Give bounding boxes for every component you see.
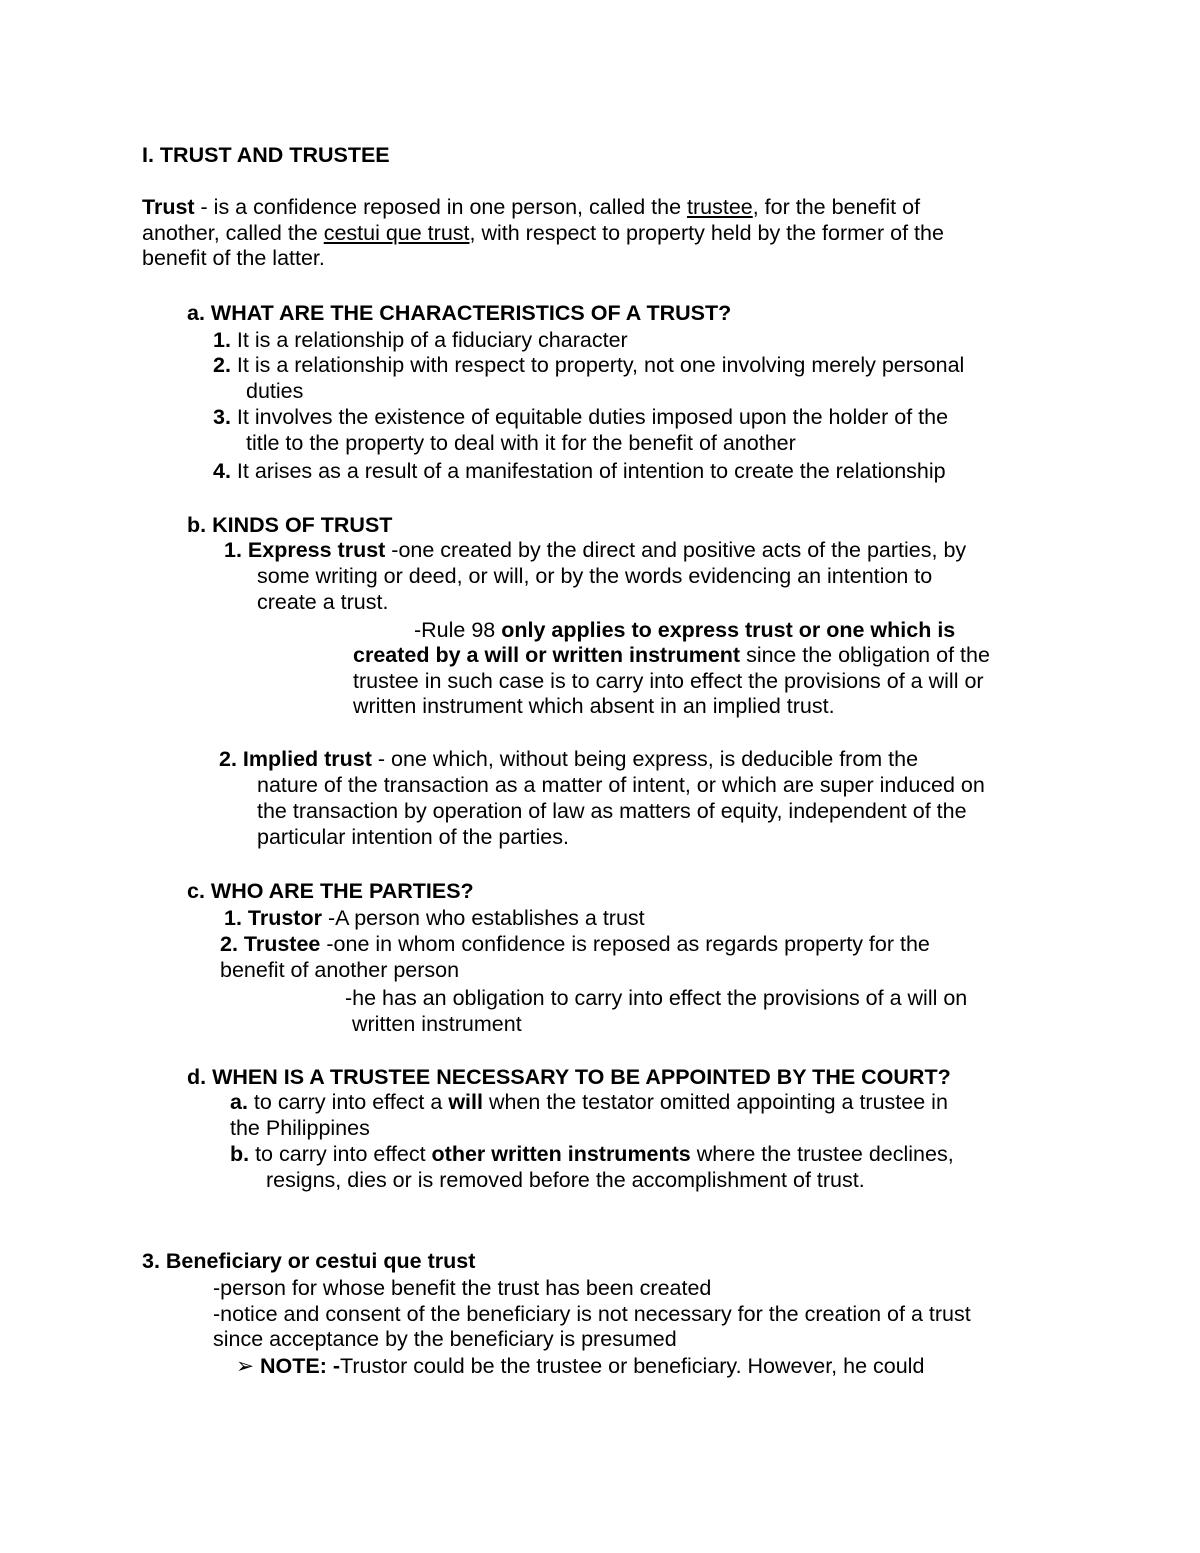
implied-trust-continuation: the transaction by operation of law as matters of equity, independent of the xyxy=(257,799,967,823)
trustee-obligation-note: -he has an obligation to carry into effect the provisions of a will on xyxy=(345,986,968,1010)
note-item: ➢ NOTE: -Trustor could be the trustee or beneficiary. However, he could xyxy=(236,1354,925,1378)
characteristic-item-continuation: duties xyxy=(246,379,304,403)
trust-definition-line-1: Trust - is a confidence reposed in one person, called the trustee, for the benefit of xyxy=(142,195,921,219)
rule-98-note-continuation: trustee in such case is to carry into effect the provisions of a will or xyxy=(353,669,984,693)
implied-trust-continuation: particular intention of the parties. xyxy=(257,825,569,849)
section-heading: I. TRUST AND TRUSTEE xyxy=(142,143,390,167)
characteristic-item: 1. It is a relationship of a fiduciary character xyxy=(213,328,628,352)
express-trust-item: 1. Express trust -one created by the direct and positive acts of the parties, by xyxy=(224,538,967,562)
beneficiary-line: -person for whose benefit the trust has been created xyxy=(213,1276,712,1300)
implied-trust-item: 2. Implied trust - one which, without being express, is deducible from the xyxy=(219,747,919,771)
beneficiary-heading: 3. Beneficiary or cestui que trust xyxy=(142,1249,476,1273)
term-cestui-que-trust: cestui que trust xyxy=(323,221,470,245)
kinds-heading: b. KINDS OF TRUST xyxy=(187,513,393,537)
beneficiary-line: since acceptance by the beneficiary is presumed xyxy=(213,1327,677,1351)
appointment-item-continuation: resigns, dies or is removed before the accomplishment of trust. xyxy=(266,1168,865,1192)
appointment-item: b. to carry into effect other written instruments where the trustee declines, xyxy=(230,1142,954,1166)
trustor-item: 1. Trustor -A person who establishes a trust xyxy=(224,906,645,930)
trust-definition-line-2: another, called the cestui que trust, with respect to property held by the former of the xyxy=(142,221,944,245)
arrow-bullet-icon: ➢ xyxy=(236,1354,255,1378)
implied-trust-continuation: nature of the transaction as a matter of intent, or which are super induced on xyxy=(257,773,985,797)
rule-98-note: -Rule 98 only applies to express trust or one which is xyxy=(414,618,956,642)
express-trust-continuation: some writing or deed, or will, or by the words evidencing an intention to xyxy=(257,564,933,588)
appointment-item: a. to carry into effect a will when the testator omitted appointing a trustee in xyxy=(230,1090,948,1114)
rule-98-note-continuation: created by a will or written instrument since the obligation of the xyxy=(353,643,990,667)
express-trust-continuation: create a trust. xyxy=(257,590,389,614)
trust-definition-line-3: benefit of the latter. xyxy=(142,246,325,270)
appointment-item-continuation: the Philippines xyxy=(230,1116,370,1140)
characteristic-item: 4. It arises as a result of a manifestation of intention to create the relationship xyxy=(213,459,946,483)
characteristics-heading: a. WHAT ARE THE CHARACTERISTICS OF A TRUST? xyxy=(187,301,732,325)
term-trustee: trustee xyxy=(687,195,753,219)
characteristic-item: 2. It is a relationship with respect to property, not one involving merely personal xyxy=(213,353,965,377)
term-trust: Trust xyxy=(142,195,195,219)
trustee-item-continuation: benefit of another person xyxy=(220,958,460,982)
characteristic-item: 3. It involves the existence of equitable duties imposed upon the holder of the xyxy=(213,405,949,429)
court-appointment-heading: d. WHEN IS A TRUSTEE NECESSARY TO BE APPOINTED BY THE COURT? xyxy=(187,1065,951,1089)
trustee-item: 2. Trustee -one in whom confidence is reposed as regards property for the xyxy=(220,932,930,956)
characteristic-item-continuation: title to the property to deal with it for the benefit of another xyxy=(246,431,796,455)
rule-98-note-continuation: written instrument which absent in an implied trust. xyxy=(353,694,835,718)
beneficiary-line: -notice and consent of the beneficiary is not necessary for the creation of a trust xyxy=(213,1302,971,1326)
trustee-obligation-continuation: written instrument xyxy=(352,1012,522,1036)
parties-heading: c. WHO ARE THE PARTIES? xyxy=(187,879,474,903)
